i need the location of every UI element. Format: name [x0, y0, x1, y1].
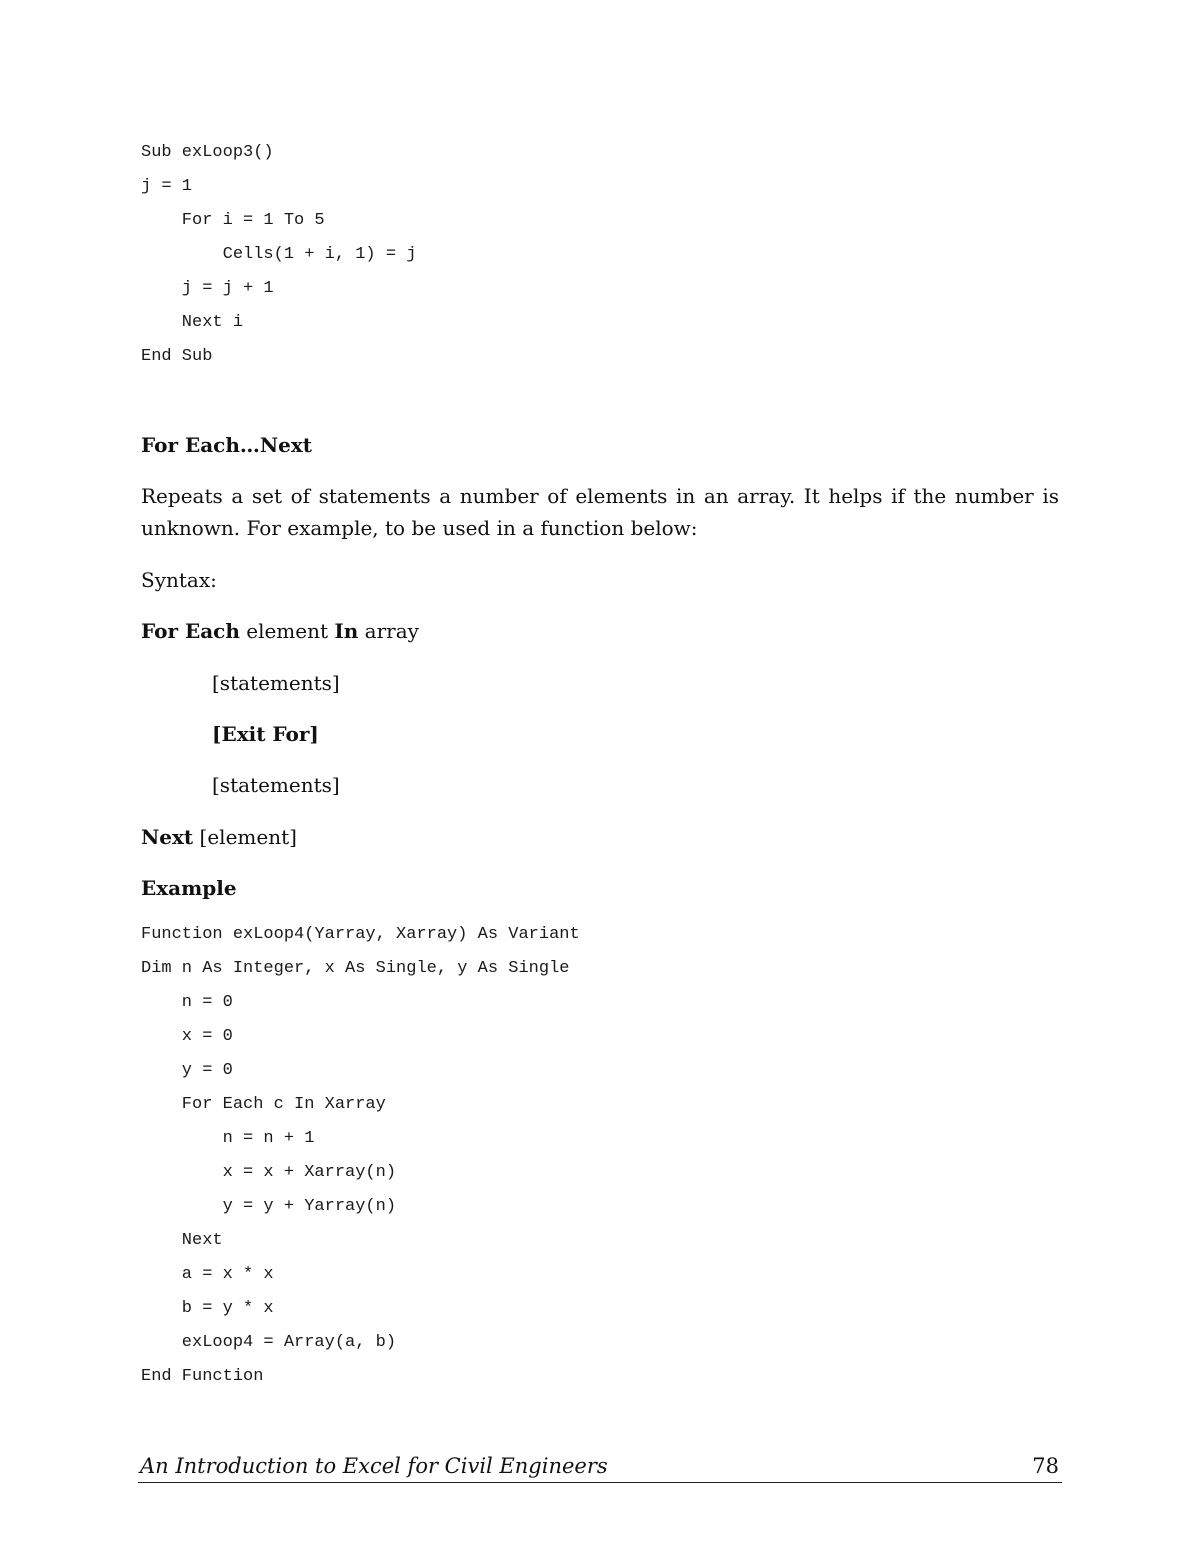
syntax-label: Syntax:	[141, 568, 217, 592]
syntax-next-element: [element]	[193, 825, 297, 849]
code-line: b = y * x	[141, 1299, 274, 1318]
code-line: End Sub	[141, 347, 213, 366]
code-line: Cells(1 + i, 1) = j	[141, 245, 417, 264]
code-line: n = 0	[141, 993, 233, 1012]
syntax-statements-2: [statements]	[212, 773, 340, 797]
code-line: j = j + 1	[141, 279, 274, 298]
syntax-exit-for: [Exit For]	[212, 722, 319, 746]
code-line: y = y + Yarray(n)	[141, 1197, 397, 1216]
section-heading: For Each…Next	[141, 433, 313, 457]
code-line: j = 1	[141, 177, 193, 196]
footer-rule	[138, 1482, 1062, 1483]
code-line: exLoop4 = Array(a, b)	[141, 1333, 397, 1352]
syntax-statements-1: [statements]	[212, 671, 340, 695]
example-label: Example	[141, 876, 237, 900]
syntax-line-for-each	[141, 615, 419, 647]
code-line: y = 0	[141, 1061, 233, 1080]
code-line: n = n + 1	[141, 1129, 315, 1148]
code-line: For i = 1 To 5	[141, 211, 325, 230]
syntax-array-text: array	[358, 619, 419, 643]
footer-book-title: An Introduction to Excel for Civil Engineers	[140, 1454, 608, 1478]
code-line: Dim n As Integer, x As Single, y As Single	[141, 959, 570, 978]
description-paragraph: Repeats a set of statements a number of elements in an array. It helps if the number is unknown. For example, to be used in a function below:	[141, 484, 1059, 540]
code-line: Next	[141, 1231, 223, 1250]
code-line: For Each c In Xarray	[141, 1095, 386, 1114]
code-line: End Function	[141, 1367, 264, 1386]
code-line: Function exLoop4(Yarray, Xarray) As Variant	[141, 925, 580, 944]
code-line: a = x * x	[141, 1265, 274, 1284]
code-line: x = 0	[141, 1027, 233, 1046]
code-line: Next i	[141, 313, 244, 332]
code-line: Sub exLoop3()	[141, 143, 274, 162]
code-line: x = x + Xarray(n)	[141, 1163, 397, 1182]
footer-page-number: 78	[1032, 1454, 1059, 1478]
syntax-element-text: element	[239, 619, 335, 643]
keyword-for-each: For Each	[141, 619, 240, 643]
syntax-line-next	[141, 821, 297, 853]
keyword-next: Next	[141, 825, 194, 849]
keyword-in: In	[334, 619, 359, 643]
